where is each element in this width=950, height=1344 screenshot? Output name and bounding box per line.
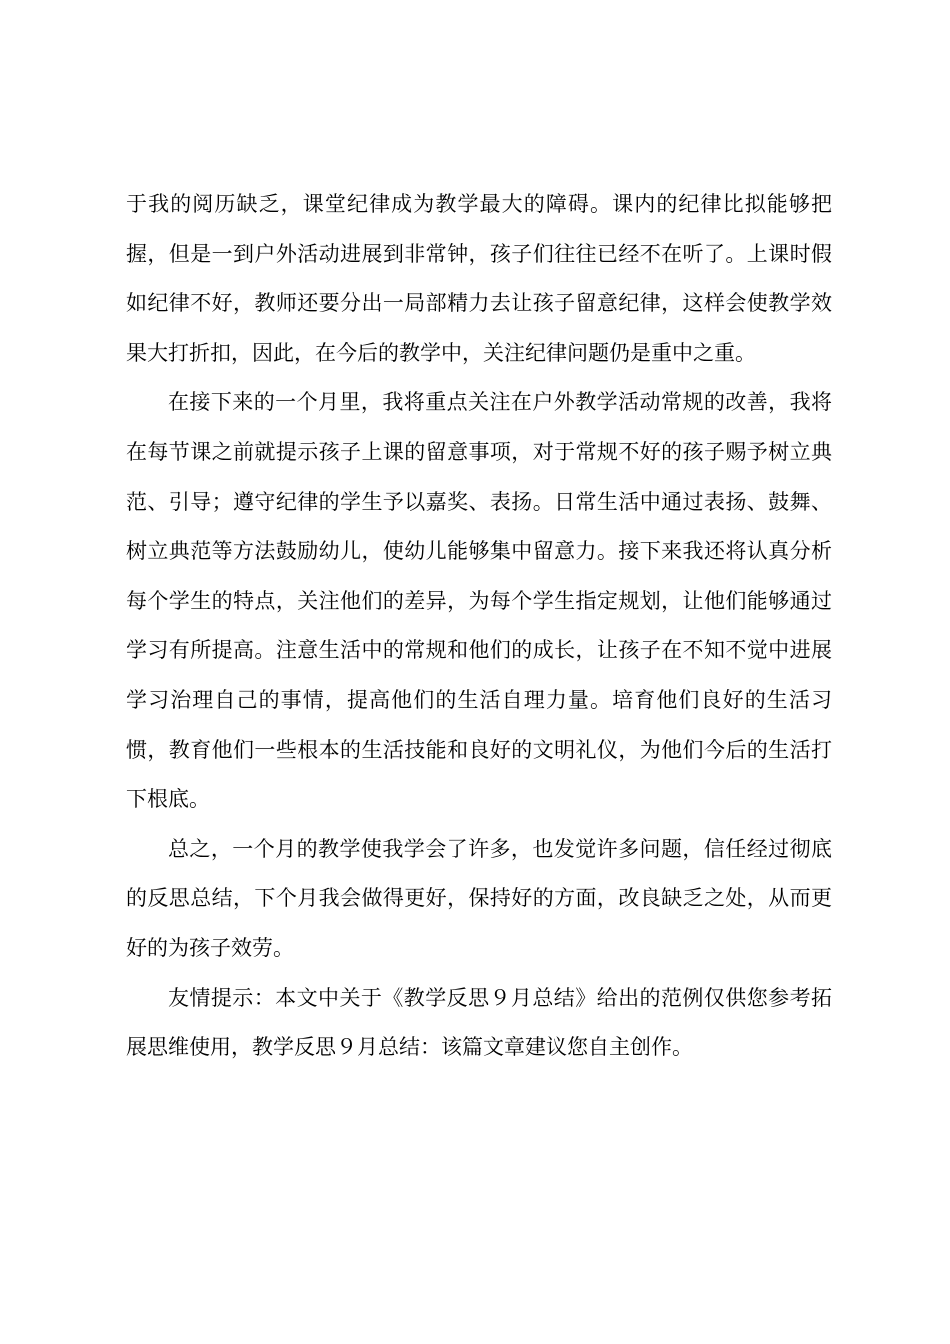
paragraph-next-month-plan: 在接下来的一个月里，我将重点关注在户外教学活动常规的改善，我将在每节课之前就提示孩子上课的留意事项，对于常规不好的孩子赐予树立典范、引导；遵守纪律的学生予以嘉奖、表扬。日常生活中通过表扬、鼓舞、树立典范等方法鼓励幼儿，使幼儿能够集中留意力。接下来我还将认真分析每个学生的特点，关注他们的差异，为每个学生指定规划，让他们能够通过学习有所提高。注意生活中的常规和他们的成长，让孩子在不知不觉中进展学习治理自己的事情，提高他们的生活自理力量。培育他们良好的生活习惯，教育他们一些根本的生活技能和良好的文明礼仪，为他们今后的生活打下根底。 — [126, 390, 832, 812]
paragraph-friendly-tip: 友情提示：本文中关于《教学反思９月总结》给出的范例仅供您参考拓展思维使用，教学反思９月总结：该篇文章建议您自主创作。 — [126, 985, 832, 1060]
paragraph-summary: 总之，一个月的教学使我学会了许多，也发觉许多问题，信任经过彻底的反思总结，下个月我会做得更好，保持好的方面，改良缺乏之处，从而更好的为孩子效劳。 — [126, 836, 832, 960]
document-body — [126, 180, 832, 1073]
paragraph-continued: 于我的阅历缺乏，课堂纪律成为教学最大的障碍。课内的纪律比拟能够把握，但是一到户外活动进展到非常钟，孩子们往往已经不在听了。上课时假如纪律不好，教师还要分出一局部精力去让孩子留意纪律，这样会使教学效果大打折扣，因此，在今后的教学中，关注纪律问题仍是重中之重。 — [126, 192, 832, 365]
